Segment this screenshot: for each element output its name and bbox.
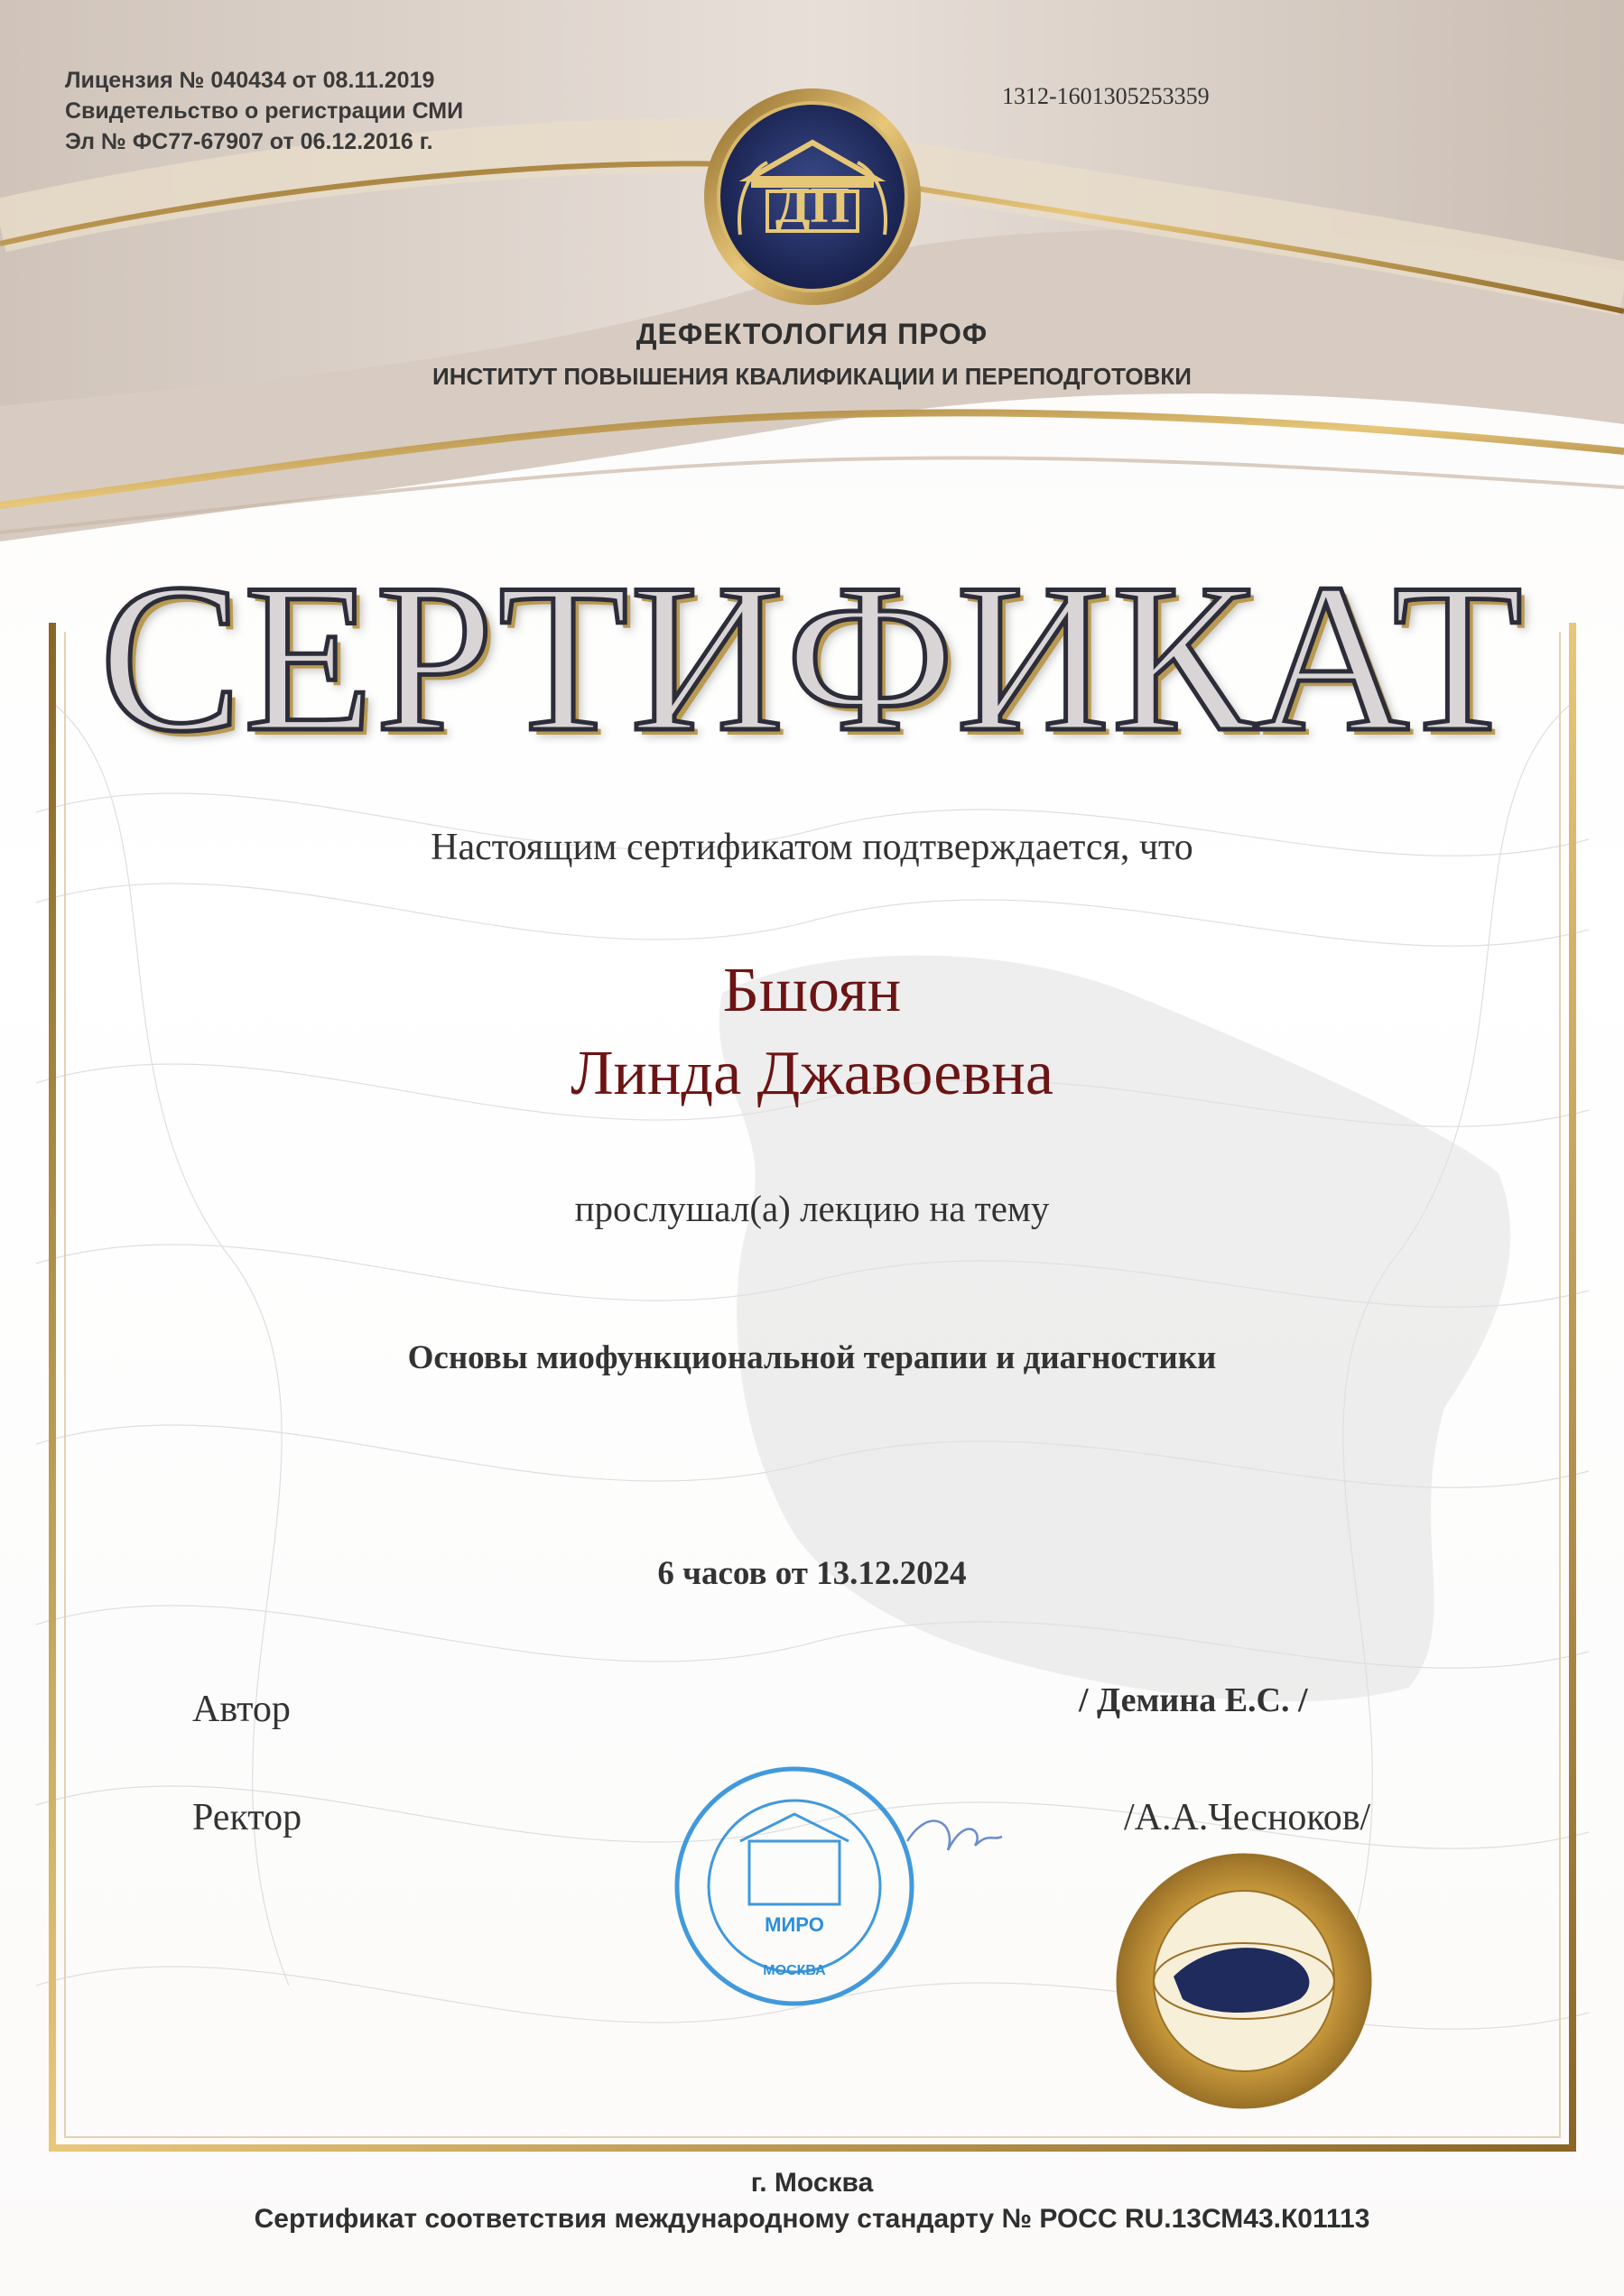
lecture-topic: Основы миофункциональной терапии и диагностики [407, 1339, 1217, 1376]
action-text: прослушал(а) лекцию на тему [574, 1188, 1050, 1229]
certificate-title: СЕРТИФИКАТ [99, 541, 1525, 776]
license-info [65, 65, 463, 157]
recipient-surname: Бшоян [722, 956, 902, 1025]
logo-letters: ДП [775, 178, 850, 234]
license-line-2: Свидетельство о регистрации СМИ [65, 98, 464, 124]
rector-label: Ректор [192, 1797, 302, 1838]
hours-and-date: 6 часов от 13.12.2024 [657, 1555, 967, 1592]
license-line-1: Лицензия № 040434 от 08.11.2019 [65, 68, 435, 93]
author-label: Автор [192, 1689, 291, 1730]
stamp-center-text: МИРО [765, 1913, 824, 1936]
document-number: 1312-1601305253359 [1002, 83, 1210, 109]
organization-name: ДЕФЕКТОЛОГИЯ ПРОФ [636, 318, 988, 350]
recipient-name: Линда Джавоевна [571, 1039, 1053, 1108]
confirm-text: Настоящим сертификатом подтверждается, что [431, 827, 1193, 868]
license-line-3: Эл № ФС77-67907 от 06.12.2016 г. [65, 129, 433, 154]
gold-registry-seal [1118, 1855, 1370, 2107]
organization-subtitle: ИНСТИТУТ ПОВЫШЕНИЯ КВАЛИФИКАЦИИ И ПЕРЕПОДГОТОВКИ [432, 363, 1192, 390]
stamp-city-text: МОСКВА [763, 1963, 826, 1978]
footer-standard: Сертификат соответствия международному стандарту № РОСС RU.13СМ43.К01113 [254, 2204, 1370, 2234]
footer-city: г. Москва [750, 2168, 874, 2198]
rector-name: /А.А.Чесноков/ [1124, 1797, 1371, 1838]
stamp-seal-graphic [677, 1769, 1002, 2004]
author-name: / Демина Е.С. / [1079, 1681, 1308, 1719]
